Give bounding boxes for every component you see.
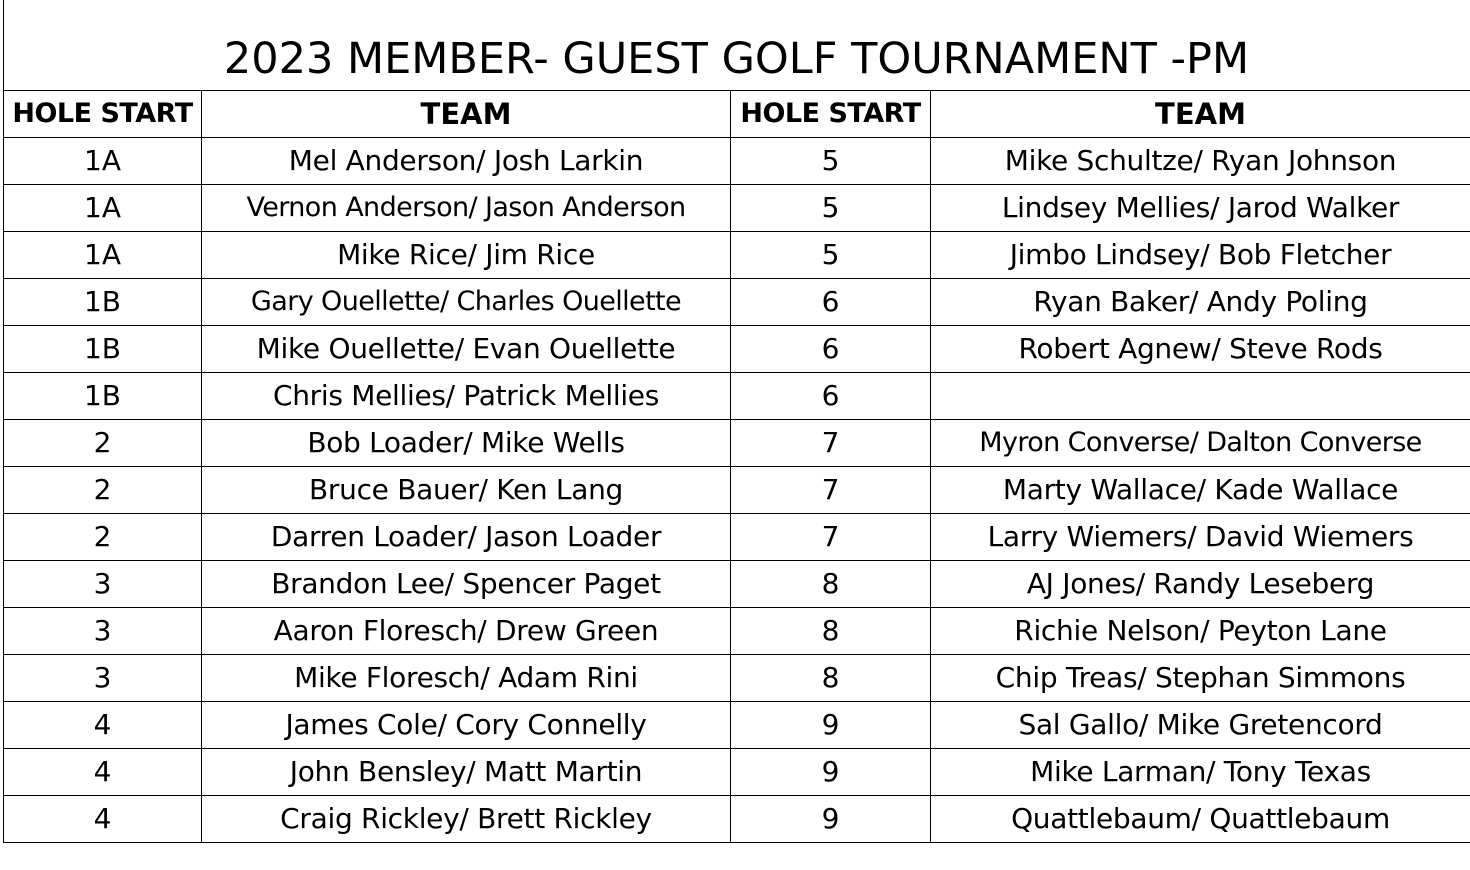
team-cell: Mike Ouellette/ Evan Ouellette bbox=[202, 326, 731, 373]
hole-start-header-right: HOLE START bbox=[731, 91, 931, 138]
team-cell: Myron Converse/ Dalton Converse bbox=[931, 420, 1470, 467]
table-row bbox=[4, 138, 1470, 185]
hole-start-cell: 5 bbox=[731, 185, 931, 232]
hole-start-cell: 3 bbox=[4, 655, 202, 702]
header-row bbox=[4, 91, 1470, 138]
team-cell: Mike Larman/ Tony Texas bbox=[931, 749, 1470, 796]
table-row bbox=[4, 796, 1470, 843]
tee-time-table bbox=[3, 90, 1470, 843]
team-cell: Vernon Anderson/ Jason Anderson bbox=[202, 185, 731, 232]
hole-start-cell: 1B bbox=[4, 373, 202, 420]
hole-start-cell: 4 bbox=[4, 749, 202, 796]
team-cell: Mel Anderson/ Josh Larkin bbox=[202, 138, 731, 185]
team-cell: Aaron Floresch/ Drew Green bbox=[202, 608, 731, 655]
team-cell: Mike Schultze/ Ryan Johnson bbox=[931, 138, 1470, 185]
table-row bbox=[4, 467, 1470, 514]
table-row bbox=[4, 326, 1470, 373]
hole-start-cell: 7 bbox=[731, 514, 931, 561]
team-cell: Brandon Lee/ Spencer Paget bbox=[202, 561, 731, 608]
team-cell: Bruce Bauer/ Ken Lang bbox=[202, 467, 731, 514]
team-cell: John Bensley/ Matt Martin bbox=[202, 749, 731, 796]
team-cell: Gary Ouellette/ Charles Ouellette bbox=[202, 279, 731, 326]
hole-start-cell: 8 bbox=[731, 608, 931, 655]
table-row bbox=[4, 185, 1470, 232]
team-cell: Marty Wallace/ Kade Wallace bbox=[931, 467, 1470, 514]
hole-start-cell: 6 bbox=[731, 326, 931, 373]
team-cell: Chip Treas/ Stephan Simmons bbox=[931, 655, 1470, 702]
hole-start-cell: 5 bbox=[731, 232, 931, 279]
hole-start-cell: 2 bbox=[4, 420, 202, 467]
team-cell: Lindsey Mellies/ Jarod Walker bbox=[931, 185, 1470, 232]
hole-start-cell: 6 bbox=[731, 279, 931, 326]
team-cell: Mike Rice/ Jim Rice bbox=[202, 232, 731, 279]
team-cell: Quattlebaum/ Quattlebaum bbox=[931, 796, 1470, 843]
hole-start-cell: 1A bbox=[4, 138, 202, 185]
hole-start-cell: 9 bbox=[731, 702, 931, 749]
hole-start-cell: 4 bbox=[4, 702, 202, 749]
team-cell: Larry Wiemers/ David Wiemers bbox=[931, 514, 1470, 561]
table-row bbox=[4, 749, 1470, 796]
hole-start-cell: 4 bbox=[4, 796, 202, 843]
table-row bbox=[4, 655, 1470, 702]
team-cell-empty bbox=[931, 373, 1470, 420]
table-row bbox=[4, 232, 1470, 279]
hole-start-cell: 1B bbox=[4, 279, 202, 326]
hole-start-cell: 6 bbox=[731, 373, 931, 420]
hole-start-cell: 1A bbox=[4, 232, 202, 279]
team-cell: Craig Rickley/ Brett Rickley bbox=[202, 796, 731, 843]
table-row bbox=[4, 608, 1470, 655]
hole-start-cell: 5 bbox=[731, 138, 931, 185]
team-cell: Bob Loader/ Mike Wells bbox=[202, 420, 731, 467]
team-cell: Robert Agnew/ Steve Rods bbox=[931, 326, 1470, 373]
team-cell: Ryan Baker/ Andy Poling bbox=[931, 279, 1470, 326]
table-row bbox=[4, 702, 1470, 749]
hole-start-cell: 9 bbox=[731, 749, 931, 796]
table-row bbox=[4, 561, 1470, 608]
team-cell: AJ Jones/ Randy Leseberg bbox=[931, 561, 1470, 608]
hole-start-cell: 1B bbox=[4, 326, 202, 373]
team-header-right: TEAM bbox=[931, 91, 1470, 138]
team-cell: Sal Gallo/ Mike Gretencord bbox=[931, 702, 1470, 749]
page-title: 2023 MEMBER- GUEST GOLF TOURNAMENT -PM bbox=[223, 34, 1250, 84]
team-cell: Richie Nelson/ Peyton Lane bbox=[931, 608, 1470, 655]
table-row bbox=[4, 279, 1470, 326]
hole-start-cell: 1A bbox=[4, 185, 202, 232]
hole-start-cell: 3 bbox=[4, 608, 202, 655]
team-header-left: TEAM bbox=[202, 91, 731, 138]
hole-start-cell: 8 bbox=[731, 655, 931, 702]
table-row bbox=[4, 373, 1470, 420]
hole-start-cell: 9 bbox=[731, 796, 931, 843]
hole-start-header-left: HOLE START bbox=[4, 91, 202, 138]
hole-start-cell: 7 bbox=[731, 467, 931, 514]
table-row bbox=[4, 420, 1470, 467]
team-cell: James Cole/ Cory Connelly bbox=[202, 702, 731, 749]
hole-start-cell: 7 bbox=[731, 420, 931, 467]
hole-start-cell: 8 bbox=[731, 561, 931, 608]
hole-start-cell: 2 bbox=[4, 514, 202, 561]
team-cell: Mike Floresch/ Adam Rini bbox=[202, 655, 731, 702]
team-cell: Darren Loader/ Jason Loader bbox=[202, 514, 731, 561]
table-row bbox=[4, 514, 1470, 561]
team-cell: Chris Mellies/ Patrick Mellies bbox=[202, 373, 731, 420]
hole-start-cell: 2 bbox=[4, 467, 202, 514]
hole-start-cell: 3 bbox=[4, 561, 202, 608]
team-cell: Jimbo Lindsey/ Bob Fletcher bbox=[931, 232, 1470, 279]
